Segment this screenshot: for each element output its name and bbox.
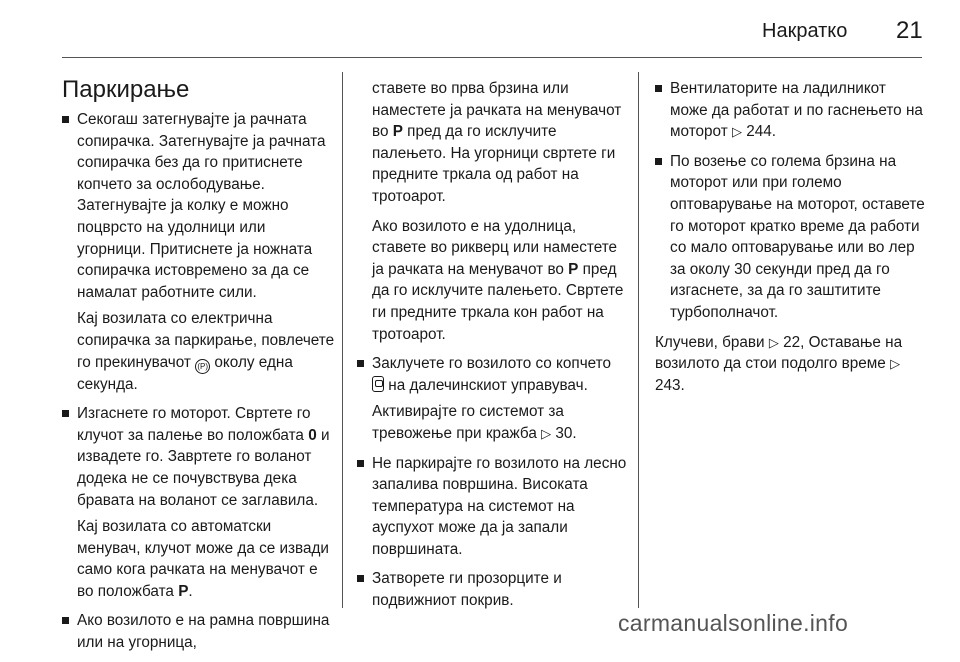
sub-paragraph	[357, 401, 627, 444]
column-1	[62, 74, 336, 662]
paragraph-text: Кај возилата со автоматски менувач, клучот може да се извади само кога рачката на менувачот е во положбата	[77, 518, 329, 600]
paragraph-text: Ако возилото е на удолница, ставете во рикверц или наместете ја рачката на менувачот во	[372, 217, 618, 278]
page-header	[0, 0, 960, 58]
page-reference[interactable]: 30.	[555, 424, 577, 442]
paragraph-text: Кај возилата со електрична сопирачка за паркирање, повлечете го прекинувачот	[77, 310, 335, 371]
bullet-item	[357, 453, 627, 561]
position-label: P	[392, 123, 403, 141]
lock-icon	[372, 376, 384, 392]
bullet-text: По возење со голема брзина на моторот или при големо оптоварување на моторот, оставете го моторот кратко време да работи со мало оптоварување или во лер за околу 30 секунди пред да го изгаснете, за да го заштитите турбополначот.	[670, 152, 925, 321]
bullet-text: Вентилаторите на ладилникот може да работат и по гаснењето на моторот	[670, 80, 923, 141]
bullet-text: Секогаш затегнувајте ја рачната сопирачка. Затегнувајте ја рачната сопирачка без да го притиснете копчето за ослободување. Затегнувајте ја колку е можно поцврсто на удолници или угорници. Притиснете ја ножната сопирачка истовремено за да се намалат работните сили.	[77, 111, 326, 301]
section-title: Паркирање	[62, 76, 190, 103]
cross-references	[655, 332, 925, 397]
bullet-item	[655, 78, 925, 143]
paragraph-text: пред да го исклучите палењето. Свртете ги предните тркала кон работ на тротоарот.	[372, 260, 624, 343]
bullet-text: на далечинскиот управувач.	[388, 376, 588, 394]
column-divider-1	[342, 72, 343, 608]
paragraph-text: Активирајте го системот за тревожење при кражба	[372, 403, 564, 442]
position-label: P	[568, 260, 579, 278]
header-title: Накратко	[762, 20, 848, 42]
sub-paragraph	[62, 308, 336, 395]
header-rule	[62, 57, 922, 58]
bullet-item	[655, 151, 925, 324]
page-number: 21	[896, 17, 923, 44]
bullet-item	[357, 353, 627, 396]
paragraph-text: околу една секунда.	[77, 353, 293, 393]
paragraph-text: пред да го исклучите палењето. На угорници свртете ги предните тркала од работ на тротоарот.	[372, 123, 616, 205]
paragraph-text: .	[188, 582, 193, 600]
bullet-text: Изгаснете го моторот. Свртете го клучот за палење во положбата	[77, 405, 311, 444]
page-reference[interactable]: 243.	[655, 376, 685, 394]
page-reference-arrow-icon: ▷	[890, 356, 901, 372]
paragraph-text: ставете во прва брзина или наместете ја рачката на менувачот во	[372, 80, 622, 141]
bullet-item	[62, 109, 336, 303]
bullet-text: Заклучете го возилото со копчето	[372, 355, 611, 373]
continued-paragraph	[357, 216, 627, 346]
bullet-item	[62, 403, 336, 511]
watermark: carmanualsonline.info	[618, 610, 849, 636]
position-label: P	[178, 582, 189, 600]
page-reference-arrow-icon: ▷	[541, 425, 552, 441]
bullet-text: Ако возилото е на рамна површина или на угорница,	[77, 612, 330, 652]
bullet-text: Затворете ги прозорците и подвижниот покрив.	[372, 570, 562, 610]
column-3	[655, 78, 925, 404]
page-reference[interactable]: 244.	[746, 123, 776, 141]
page-reference-arrow-icon: ▷	[731, 124, 742, 140]
column-2	[357, 78, 627, 620]
continued-paragraph	[357, 78, 627, 208]
bullet-item	[357, 568, 627, 611]
bullet-item	[62, 610, 336, 653]
parking-brake-icon: (P)	[195, 359, 210, 374]
page-reference-arrow-icon: ▷	[768, 334, 779, 350]
position-label: 0	[308, 426, 317, 444]
bullet-text: и извадете го. Завртете го воланот додека не се почувствува дека бравата на воланот се заглавила.	[77, 426, 330, 509]
page-reference[interactable]: 22, Оставање на возилото да стои подолго време	[655, 333, 903, 373]
reference-text: Клучеви, брави	[655, 333, 765, 351]
sub-paragraph	[62, 516, 336, 602]
bullet-text: Не паркирајте го возилото на лесно запалива површина. Високата температура на системот на ауспухот може да ја запали површината.	[372, 454, 627, 558]
column-divider-2	[638, 72, 639, 608]
